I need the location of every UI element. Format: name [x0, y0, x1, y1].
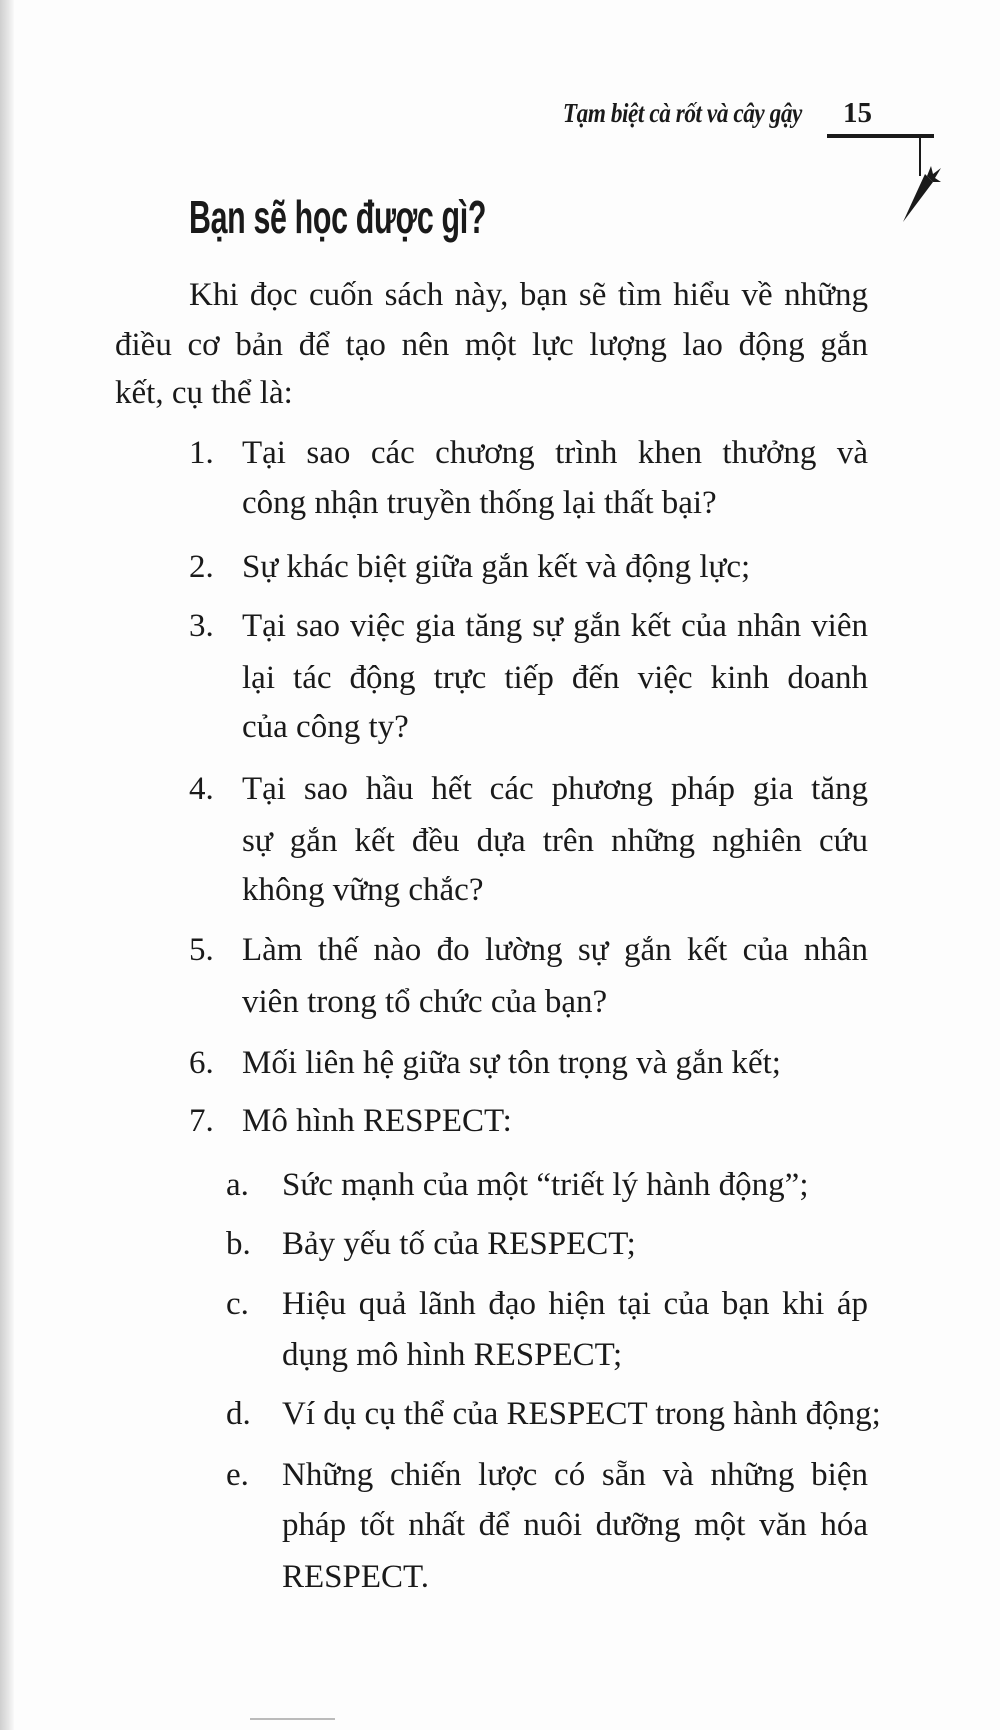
- intro-line: điều cơ bản để tạo nên một lực lượng lao động gắn: [115, 327, 868, 363]
- sublist-item-line: pháp tốt nhất để nuôi dưỡng một văn hóa: [282, 1507, 868, 1543]
- list-item-line: Mô hình RESPECT:: [242, 1103, 512, 1139]
- list-item-line: Tại sao các chương trình khen thưởng và: [242, 435, 868, 471]
- list-item-line: không vững chắc?: [242, 872, 484, 908]
- sublist-marker: a.: [226, 1167, 249, 1203]
- list-item-line: Sự khác biệt giữa gắn kết và động lực;: [242, 549, 751, 585]
- list-item-line: Tại sao việc gia tăng sự gắn kết của nhân viên: [242, 608, 868, 644]
- bottom-mark: [250, 1718, 335, 1720]
- list-marker: 2.: [189, 549, 214, 585]
- list-item-line: Tại sao hầu hết các phương pháp gia tăng: [242, 771, 868, 807]
- sublist-item-line: Những chiến lược có sẵn và những biện: [282, 1457, 868, 1493]
- list-marker: 7.: [189, 1103, 214, 1139]
- sublist-item-line: dụng mô hình RESPECT;: [282, 1337, 623, 1373]
- list-item-line: lại tác động trực tiếp đến việc kinh doanh: [242, 660, 868, 696]
- sublist-marker: d.: [226, 1396, 251, 1432]
- sublist-marker: e.: [226, 1457, 249, 1493]
- list-item-line: công nhận truyền thống lại thất bại?: [242, 485, 717, 521]
- sublist-item-line: Sức mạnh của một “triết lý hành động”;: [282, 1167, 809, 1203]
- hanging-carrot-icon: [895, 136, 945, 226]
- sublist-item-line: RESPECT.: [282, 1559, 430, 1595]
- page-binding-shadow: [0, 0, 14, 1730]
- sublist-item-line: Bảy yếu tố của RESPECT;: [282, 1226, 636, 1262]
- list-marker: 5.: [189, 932, 214, 968]
- list-item-line: viên trong tổ chức của bạn?: [242, 984, 608, 1020]
- list-marker: 6.: [189, 1045, 214, 1081]
- list-item-line: Mối liên hệ giữa sự tôn trọng và gắn kết;: [242, 1045, 781, 1081]
- list-marker: 1.: [189, 435, 214, 471]
- running-header-title: Tạm biệt cà rốt và cây gậy: [562, 98, 802, 128]
- list-marker: 4.: [189, 771, 214, 807]
- list-item-line: của công ty?: [242, 709, 409, 745]
- sublist-marker: b.: [226, 1226, 251, 1262]
- list-item-line: sự gắn kết đều dựa trên những nghiên cứu: [242, 823, 868, 859]
- list-marker: 3.: [189, 608, 214, 644]
- page-number: 15: [843, 97, 872, 129]
- sublist-item-line: Hiệu quả lãnh đạo hiện tại của bạn khi áp: [282, 1286, 868, 1322]
- sublist-item-line: Ví dụ cụ thể của RESPECT trong hành động;: [282, 1396, 881, 1432]
- sublist-marker: c.: [226, 1286, 249, 1322]
- list-item-line: Làm thế nào đo lường sự gắn kết của nhân: [242, 932, 868, 968]
- section-heading: Bạn sẽ học được gì?: [189, 191, 487, 243]
- intro-line: kết, cụ thể là:: [115, 375, 293, 411]
- intro-line: Khi đọc cuốn sách này, bạn sẽ tìm hiểu về những: [189, 277, 868, 313]
